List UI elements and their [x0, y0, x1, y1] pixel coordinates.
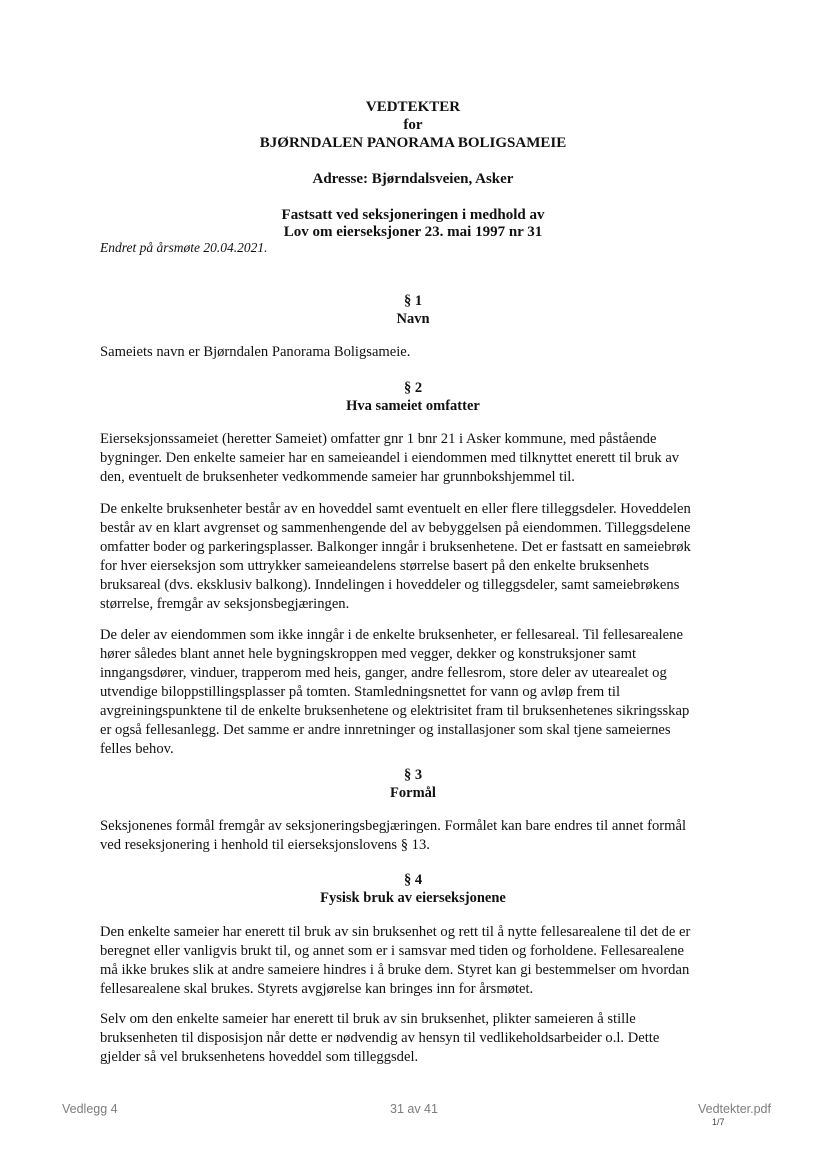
paragraph-line: må ikke brukes slik at andre sameiere hindres i å bruke dem. Styret kan gi bestemmelser om hvordan [100, 962, 690, 978]
footer-attachment-label: Vedlegg 4 [62, 1102, 118, 1116]
section-4-paragraph-2 [100, 1010, 740, 1067]
paragraph-line: bruksenheten til disposisjon når dette er nødvendig av hensyn til vedlikeholdsarbeider o.l. Dette [100, 1030, 660, 1046]
section-2-paragraph-2 [100, 500, 740, 614]
paragraph-line: er også fellesanlegg. Det samme er andre innretninger og installasjoner som skal tjene sameiernes [100, 722, 671, 738]
paragraph-line: for hver eierseksjon som uttrykker sameieandelens størrelse basert på den enkelte bruksenhets [100, 558, 650, 574]
paragraph-line: hører således blant annet hele bygningskroppen med vegger, dekker og konstruksjoner samt [100, 646, 636, 662]
doc-address: Adresse: Bjørndalsveien, Asker [312, 171, 514, 187]
section-1-number: § 1 [403, 293, 423, 309]
footer-page-counter: 31 av 41 [390, 1102, 438, 1116]
paragraph-line: utvendige biloppstillingsplasser på tomten. Stamledningsnettet for vann og avløp frem til [100, 684, 621, 700]
page-marker: 1/7 [712, 1117, 725, 1127]
paragraph-line: bruksareal (dvs. eksklusiv balkong). Inndelingen i hoveddeler og tilleggsdeler, samt sameiebrøkens [100, 577, 680, 593]
section-2-title: Hva sameiet omfatter [346, 398, 480, 414]
paragraph-line: beregnet eller vanligvis brukt til, og annet som er i samsvar med tiden og forholdene. Fellesarealene [100, 943, 684, 959]
paragraph-line: Den enkelte sameier har enerett til bruk av sin bruksenhet og rett til å nytte fellesarealene til det de er [100, 924, 691, 940]
section-1-paragraph-1 [100, 343, 740, 362]
section-3-paragraph-1 [100, 817, 740, 855]
paragraph-line: den, eventuelt de bruksenheter vedkommende sameier har grunnbokshjemmel til. [100, 469, 575, 485]
doc-established-line1: Fastsatt ved seksjoneringen i medhold av [281, 207, 545, 223]
section-3-number: § 3 [403, 767, 423, 783]
doc-amended-note: Endret på årsmøte 20.04.2021. [100, 240, 268, 255]
paragraph-line: De enkelte bruksenheter består av en hoveddel samt eventuelt en eller flere tilleggsdeler. Hoveddelen [100, 501, 691, 517]
footer-filename: Vedtekter.pdf [698, 1102, 771, 1116]
doc-title-name: BJØRNDALEN PANORAMA BOLIGSAMEIE [259, 135, 567, 151]
paragraph-line: Sameiets navn er Bjørndalen Panorama Boligsameie. [100, 344, 411, 360]
section-2-paragraph-1 [100, 430, 740, 487]
paragraph-line: fellesarealene skal brukes. Styrets avgjørelse kan bringes inn for årsmøtet. [100, 981, 534, 997]
section-4-title: Fysisk bruk av eierseksjonene [320, 890, 506, 906]
paragraph-line: omfatter boder og parkeringsplasser. Balkonger inngår i bruksenhetene. Det er fastsatt en sameiebrøk [100, 539, 691, 555]
paragraph-line: avgreiningspunktene til de enkelte bruksenhetene og elektrisitet fram til bruksenhetenes sikringsskap [100, 703, 690, 719]
paragraph-line: ved reseksjonering i henhold til eierseksjonslovens § 13. [100, 837, 430, 853]
paragraph-line: består av en klart avgrenset og sammenhengende del av bebyggelsen på eiendommen. Tilleggsdelene [100, 520, 691, 536]
doc-title-for: for [403, 117, 423, 133]
section-4-number: § 4 [403, 872, 423, 888]
paragraph-line: bygninger. Den enkelte sameier har en sameieandel i eiendommen med tilknyttet enerett til bruk av [100, 450, 680, 466]
paragraph-line: gjelder så vel bruksenhetens hoveddel som tilleggsdel. [100, 1049, 419, 1065]
paragraph-line: De deler av eiendommen som ikke inngår i de enkelte bruksenheter, er fellesareal. Til fellesarealene [100, 627, 683, 643]
paragraph-line: inngangsdører, vinduer, trapperom med heis, ganger, andre fellesrom, store deler av utearealet og [100, 665, 667, 681]
section-2-paragraph-3 [100, 626, 740, 759]
paragraph-line: størrelse, fremgår av seksjonsbegjæringen. [100, 596, 350, 612]
doc-established-line2: Lov om eierseksjoner 23. mai 1997 nr 31 [283, 224, 543, 240]
section-2-number: § 2 [403, 380, 423, 396]
doc-title: VEDTEKTER [365, 99, 461, 115]
paragraph-line: Eierseksjonssameiet (heretter Sameiet) omfatter gnr 1 bnr 21 i Asker kommune, med påstående [100, 431, 657, 447]
section-3-title: Formål [390, 785, 436, 801]
section-1-title: Navn [396, 311, 430, 327]
paragraph-line: Seksjonenes formål fremgår av seksjoneringsbegjæringen. Formålet kan bare endres til annet formål [100, 818, 687, 834]
paragraph-line: Selv om den enkelte sameier har enerett til bruk av sin bruksenhet, plikter sameieren å stille [100, 1011, 636, 1027]
section-4-paragraph-1 [100, 923, 740, 999]
paragraph-line: felles behov. [100, 741, 174, 757]
